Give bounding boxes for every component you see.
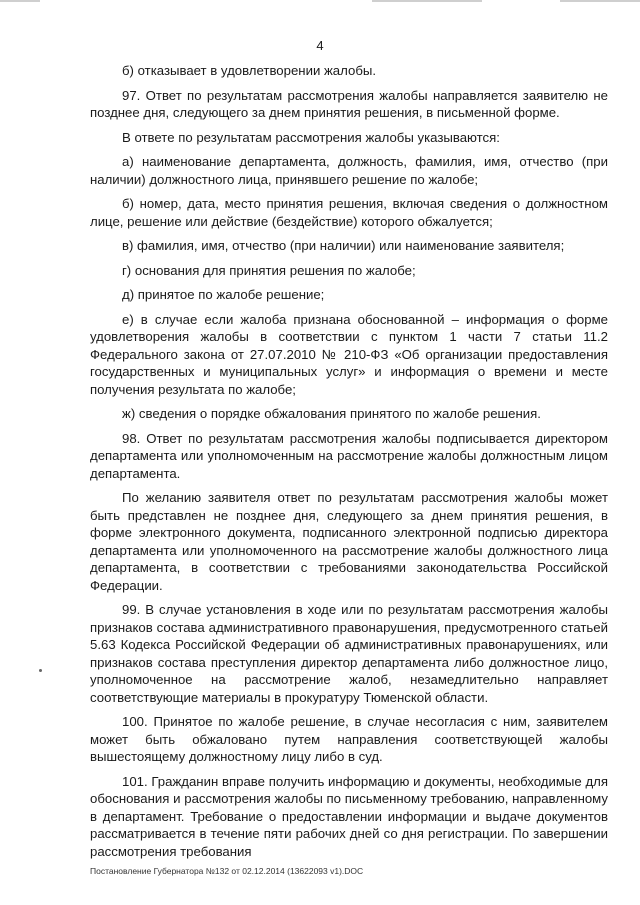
paragraph: б) номер, дата, место принятия решения, включая сведения о должностном лице, решение или действие (бездействие) которого обжалуется;: [90, 196, 608, 229]
paragraph: По желанию заявителя ответ по результатам рассмотрения жалобы может быть представлен не позднее дня, следующего за днем принятия решения, в форме электронного документа, подписанного электронной подписью директора департамента или уполномоченного на рассмотрение жалобы должностного лица департамента, в соответствии с требованиями законодательства Российской Федерации.: [90, 490, 608, 593]
scan-edge-mark: [372, 0, 482, 2]
paragraph: 97. Ответ по результатам рассмотрения жалобы направляется заявителю не позднее дня, следующего за днем принятия решения, в письменной форме.: [90, 87, 608, 120]
paragraph: 99. В случае установления в ходе или по результатам рассмотрения жалобы признаков состава административного правонарушения, предусмотренного статьей 5.63 Кодекса Российской Федерации об административных правонарушениях, или признаков состава преступления директор департамента либо должностное лицо, уполномоченное на рассмотрение жалоб, незамедлительно направляет соответствующие материалы в прокуратуру Тюменской области.: [90, 602, 608, 705]
paragraph: В ответе по результатам рассмотрения жалобы указываются:: [122, 129, 500, 145]
paragraph: 101. Гражданин вправе получить информацию и документы, необходимые для обоснования и рассмотрения жалобы по письменному требованию, направленному в департамент. Требование о предоставлении информации и выдаче документов рассматривается в течение пяти рабочих дней со дня регистрации. По завершении рассмотрения требования: [90, 773, 608, 859]
paragraph: б) отказывает в удовлетворении жалобы.: [122, 63, 377, 78]
scan-edge-mark: [0, 0, 40, 2]
document-body: [90, 62, 608, 867]
page-number: 4: [316, 38, 324, 53]
paragraph: г) основания для принятия решения по жалобе;: [122, 262, 416, 278]
paragraph: 98. Ответ по результатам рассмотрения жалобы подписывается директором департамента или уполномоченным на рассмотрение жалобы должностным лицом департамента.: [90, 430, 608, 481]
margin-mark: [39, 669, 42, 672]
paragraph: 100. Принятое по жалобе решение, в случае несогласия с ним, заявителем может быть обжаловано путем направления соответствующей жалобы вышестоящему должностному лицу либо в суд.: [90, 714, 608, 764]
paragraph: д) принятое по жалобе решение;: [122, 287, 325, 302]
scan-edge-mark: [560, 0, 640, 2]
paragraph: а) наименование департамента, должность, фамилия, имя, отчество (при наличии) должностного лица, принявшего решение по жалобе;: [90, 154, 608, 187]
paragraph: ж) сведения о порядке обжалования принятого по жалобе решения.: [122, 406, 541, 421]
paragraph: в) фамилия, имя, отчество (при наличии) или наименование заявителя;: [122, 238, 565, 253]
paragraph: е) в случае если жалоба признана обоснованной – информация о форме удовлетворения жалобы в соответствии с пунктом 1 части 7 статьи 11.2 Федерального закона от 27.07.2010 № 210-ФЗ «Об организации предоставления государственных и муниципальных услуг» и информация о времени и месте получения результата по жалобе;: [90, 311, 608, 397]
footer-filename: Постановление Губернатора №132 от 02.12.2014 (13622093 v1).DOC: [90, 866, 364, 876]
